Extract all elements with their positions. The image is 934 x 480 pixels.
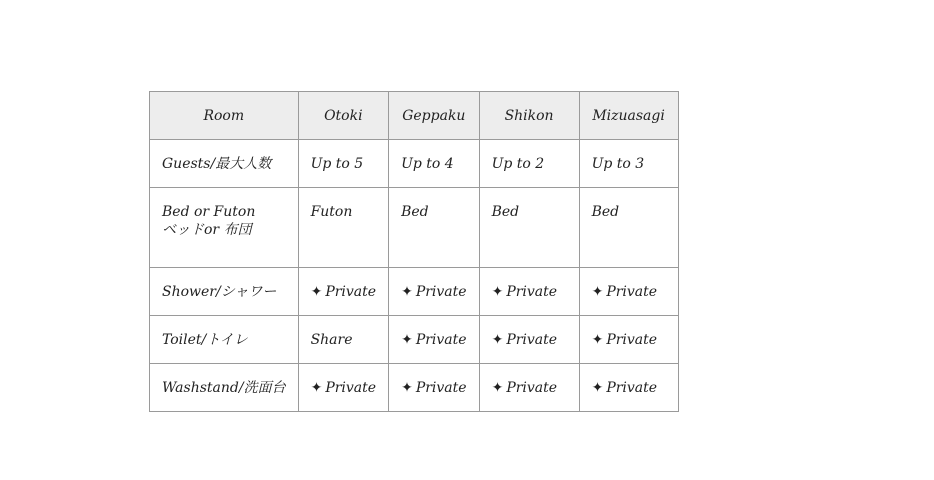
row-bed-or-futon — [150, 188, 679, 268]
shower-shikon-value: Private — [506, 283, 558, 300]
four-pointed-star-icon: ✦ — [591, 283, 604, 300]
guests-otoki: Up to 5 — [298, 140, 389, 188]
row-label-washstand: Washstand/洗面台 — [150, 364, 299, 412]
washstand-geppaku — [389, 364, 480, 412]
row-label-bed-or-futon — [150, 188, 299, 268]
header-room: Room — [150, 92, 299, 140]
washstand-mizuasagi-value: Private — [606, 379, 658, 396]
row-label-shower: Shower/シャワー — [150, 268, 299, 316]
bed-geppaku: Bed — [389, 188, 480, 268]
washstand-shikon — [479, 364, 579, 412]
four-pointed-star-icon: ✦ — [591, 331, 604, 348]
washstand-mizuasagi — [579, 364, 678, 412]
four-pointed-star-icon: ✦ — [401, 379, 413, 396]
shower-geppaku — [389, 268, 480, 316]
four-pointed-star-icon: ✦ — [491, 331, 504, 348]
row-toilet — [150, 316, 679, 364]
toilet-shikon-value: Private — [506, 331, 558, 348]
shower-geppaku-value: Private — [415, 283, 467, 300]
bed-shikon: Bed — [479, 188, 579, 268]
washstand-shikon-value: Private — [506, 379, 558, 396]
header-mizuasagi: Mizuasagi — [579, 92, 678, 140]
header-geppaku: Geppaku — [389, 92, 480, 140]
guests-shikon: Up to 2 — [479, 140, 579, 188]
guests-geppaku: Up to 4 — [389, 140, 480, 188]
row-washstand — [150, 364, 679, 412]
header-otoki: Otoki — [298, 92, 389, 140]
washstand-otoki — [298, 364, 389, 412]
four-pointed-star-icon: ✦ — [401, 331, 413, 348]
toilet-mizuasagi-value: Private — [606, 331, 658, 348]
shower-otoki — [298, 268, 389, 316]
guests-mizuasagi: Up to 3 — [579, 140, 678, 188]
row-label-bed-line1: Bed or Futon — [162, 204, 256, 220]
four-pointed-star-icon: ✦ — [401, 283, 413, 300]
header-shikon: Shikon — [479, 92, 579, 140]
toilet-otoki-value: Share — [310, 331, 353, 348]
washstand-geppaku-value: Private — [415, 379, 467, 396]
four-pointed-star-icon: ✦ — [591, 379, 604, 396]
four-pointed-star-icon: ✦ — [310, 379, 323, 396]
toilet-geppaku-value: Private — [415, 331, 467, 348]
shower-mizuasagi-value: Private — [606, 283, 658, 300]
shower-otoki-value: Private — [325, 283, 377, 300]
row-label-bed-line2: ベッドor 布団 — [162, 222, 252, 238]
row-shower — [150, 268, 679, 316]
toilet-shikon — [479, 316, 579, 364]
bed-mizuasagi: Bed — [579, 188, 678, 268]
four-pointed-star-icon: ✦ — [491, 283, 504, 300]
toilet-geppaku — [389, 316, 480, 364]
bed-otoki: Futon — [298, 188, 389, 268]
header-row — [150, 92, 679, 140]
toilet-otoki — [298, 316, 389, 364]
washstand-otoki-value: Private — [325, 379, 377, 396]
four-pointed-star-icon: ✦ — [310, 283, 323, 300]
toilet-mizuasagi — [579, 316, 678, 364]
row-guests — [150, 140, 679, 188]
shower-shikon — [479, 268, 579, 316]
four-pointed-star-icon: ✦ — [491, 379, 504, 396]
shower-mizuasagi — [579, 268, 678, 316]
row-label-toilet: Toilet/トイレ — [150, 316, 299, 364]
row-label-guests: Guests/最大人数 — [150, 140, 299, 188]
room-comparison-table — [149, 91, 679, 412]
